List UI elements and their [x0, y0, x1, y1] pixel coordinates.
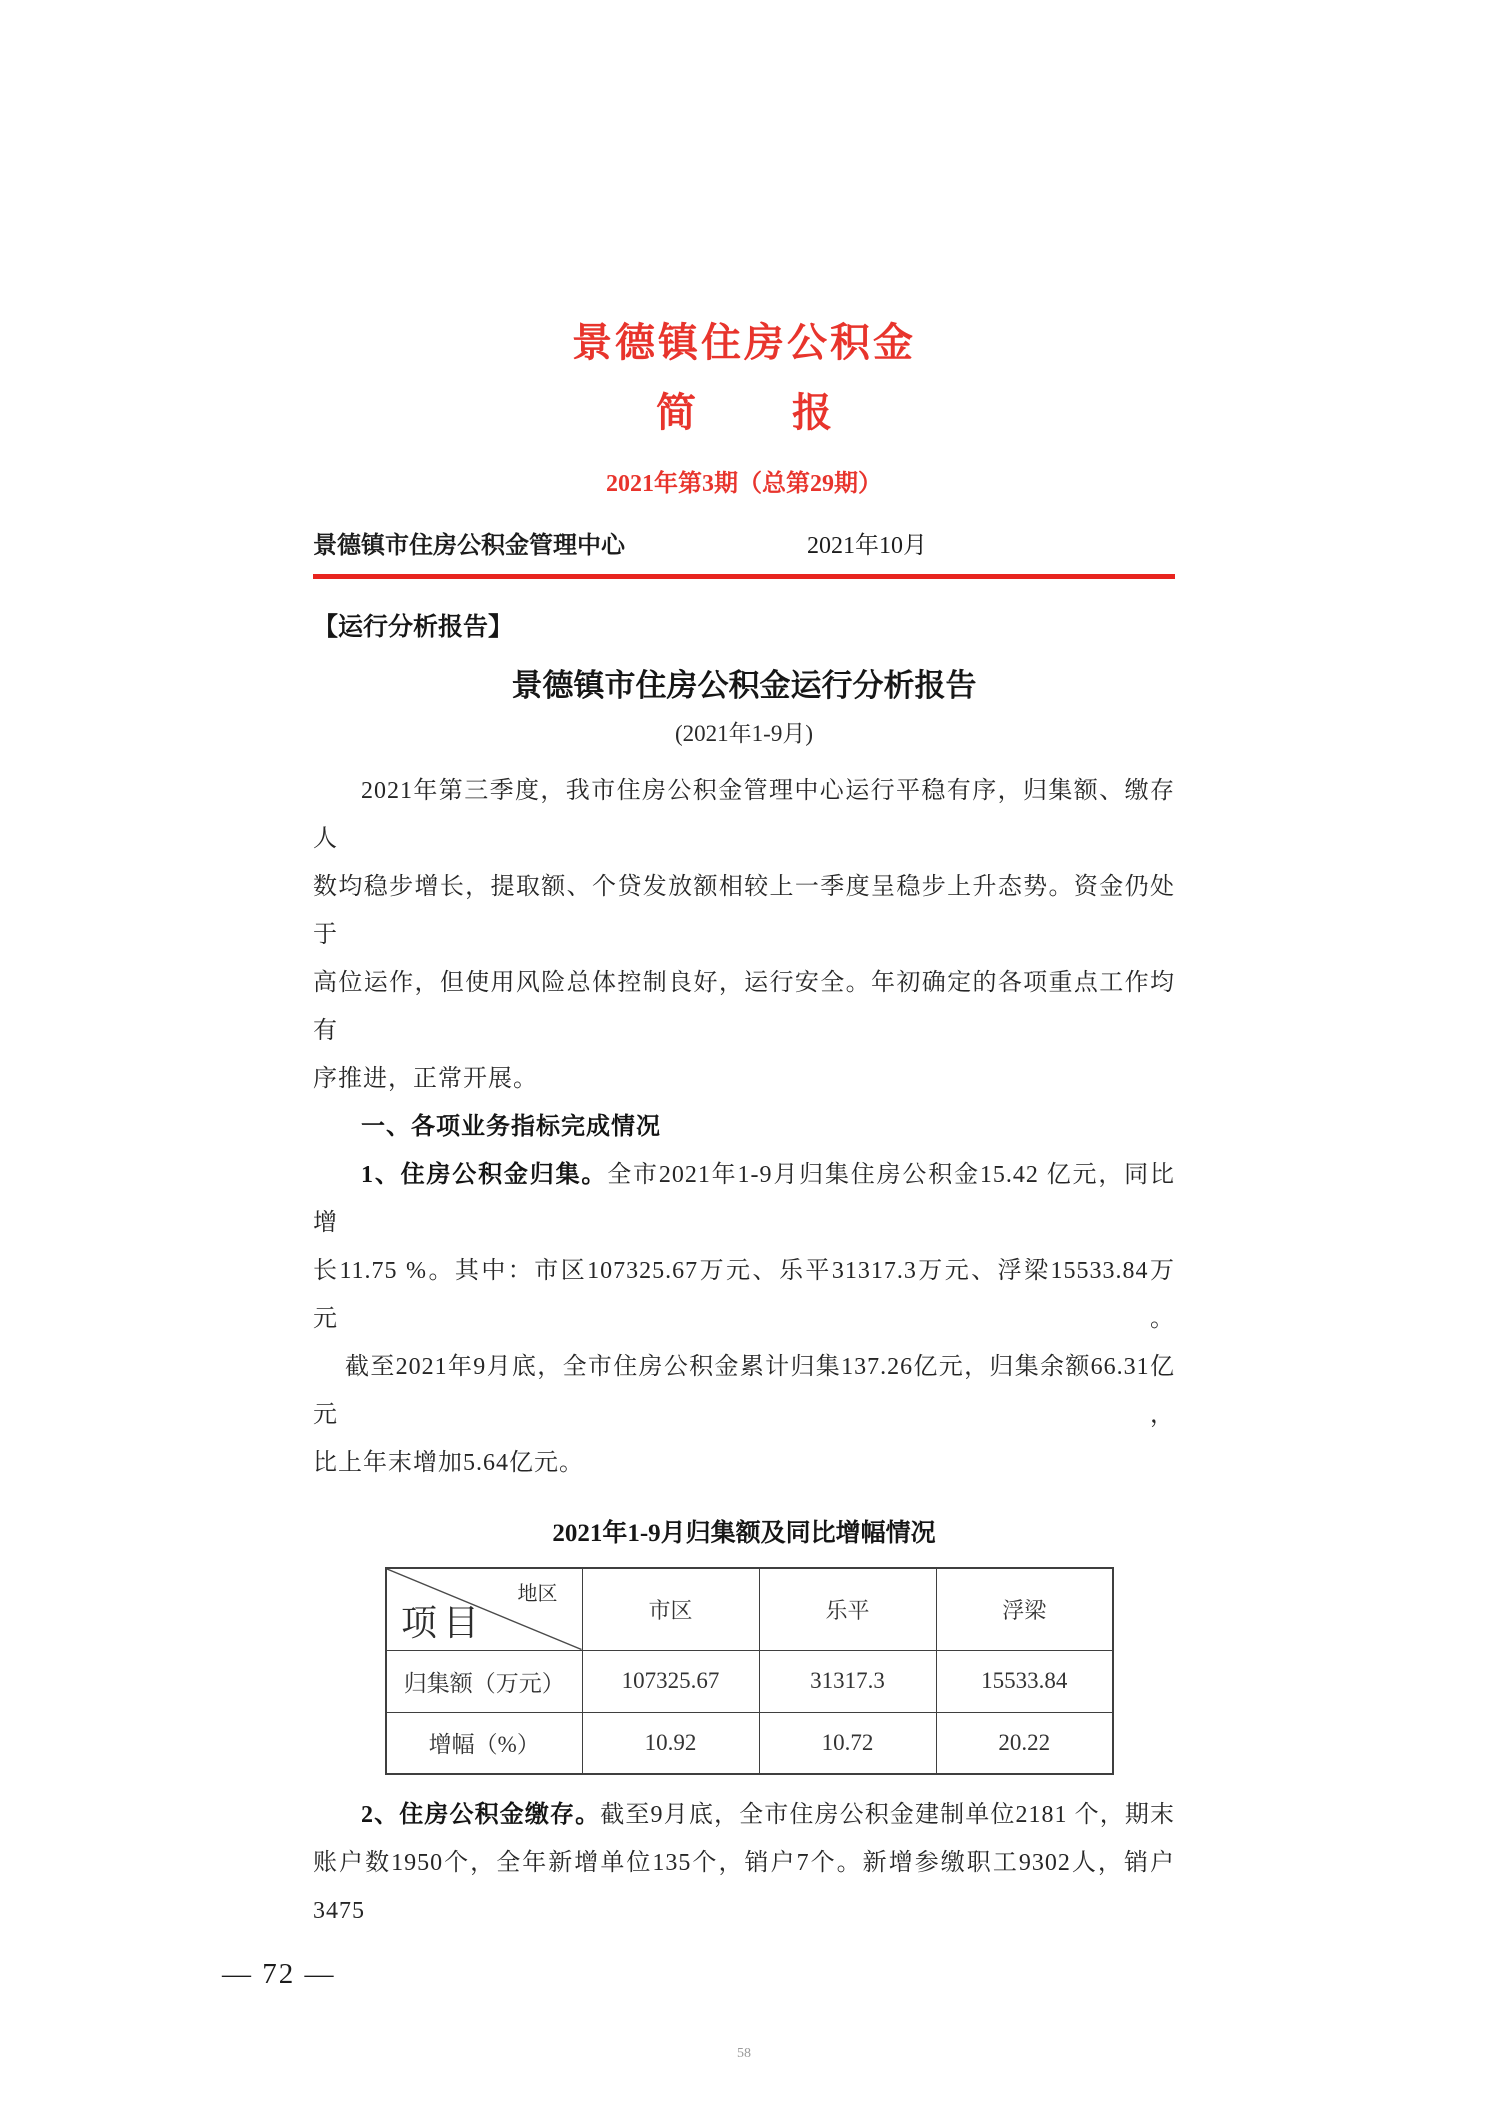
table-corner-cell: [386, 1568, 582, 1650]
para2-line2: 比上年末增加5.64亿元。: [313, 1450, 584, 1476]
table-row-collection: [386, 1650, 1113, 1712]
intro-line: 数均稳步增长，提取额、个贷发放额相较上一季度呈稳步上升态势。资金仍处于: [313, 874, 1175, 948]
para1-line1: [313, 1151, 1175, 1247]
publication-row: [313, 530, 1175, 562]
value-cell: 31317.3: [759, 1650, 936, 1712]
collection-table: [385, 1567, 1114, 1775]
publisher-name: 景德镇市住房公积金管理中心: [313, 533, 625, 559]
section-tag: 【运行分析报告】: [313, 614, 514, 641]
intro-line: 序推进，正常开展。: [313, 1066, 538, 1092]
intro-line: 2021年第三季度，我市住房公积金管理中心运行平稳有序，归集额、缴存人: [313, 778, 1175, 852]
row-label: 归集额（万元）: [386, 1650, 582, 1712]
subtitle-char-left: 简: [656, 390, 696, 435]
value-cell: 20.22: [936, 1712, 1113, 1774]
para1-line2: 长11.75 %。其中：市区107325.67万元、乐平31317.3万元、浮梁15533.84万元。: [313, 1258, 1175, 1332]
red-divider-rule: [313, 574, 1175, 579]
para1-rest: 全市2021年1-9月归集住房公积金15.42 亿元，同比增: [313, 1162, 1175, 1236]
row-label: 增幅（%）: [386, 1712, 582, 1774]
inner-page-number: 58: [737, 2046, 751, 2061]
para2-line1: 截至2021年9月底，全市住房公积金累计归集137.26亿元，归集余额66.31亿元，: [313, 1354, 1175, 1428]
section-heading-1: 一、各项业务指标完成情况: [361, 1114, 661, 1140]
column-header-leping: 乐平: [759, 1568, 936, 1650]
issue-line: 2021年第3期（总第29期）: [606, 471, 882, 497]
value-cell: 15533.84: [936, 1650, 1113, 1712]
report-title: 景德镇市住房公积金运行分析报告: [511, 668, 977, 703]
corner-label-item: 项目: [401, 1603, 486, 1643]
value-cell: 107325.67: [582, 1650, 759, 1712]
para3-line2: 账户数1950个，全年新增单位135个，销户7个。新增参缴职工9302人，销户3475: [313, 1850, 1175, 1924]
intro-paragraph: [313, 767, 1175, 1487]
table-header-row: [386, 1568, 1113, 1650]
deposit-paragraph: [313, 1791, 1175, 1935]
table-row-growth: [386, 1712, 1113, 1774]
subtitle-char-right: 报: [792, 390, 832, 435]
column-header-fuliang: 浮梁: [936, 1568, 1113, 1650]
para3-line1: [313, 1791, 1175, 1839]
masthead-title: 景德镇住房公积金: [572, 320, 916, 365]
value-cell: 10.72: [759, 1712, 936, 1774]
para3-lead: 2、住房公积金缴存。: [361, 1802, 601, 1828]
table-caption: 2021年1-9月归集额及同比增幅情况: [552, 1520, 936, 1547]
masthead-subtitle: [313, 390, 1175, 436]
report-period: (2021年1-9月): [675, 721, 813, 746]
publication-date: 2021年10月: [807, 533, 927, 559]
document-content: [313, 0, 1175, 2063]
value-cell: 10.92: [582, 1712, 759, 1774]
footer-page-number: — 72 —: [222, 1958, 336, 1990]
corner-label-region: 地区: [517, 1583, 558, 1605]
para1-lead: 1、住房公积金归集。: [361, 1162, 608, 1188]
intro-line: 高位运作，但使用风险总体控制良好，运行安全。年初确定的各项重点工作均有: [313, 970, 1175, 1044]
para3-rest: 截至9月底，全市住房公积金建制单位2181 个，期末: [600, 1802, 1176, 1828]
column-header-shiqu: 市区: [582, 1568, 759, 1650]
